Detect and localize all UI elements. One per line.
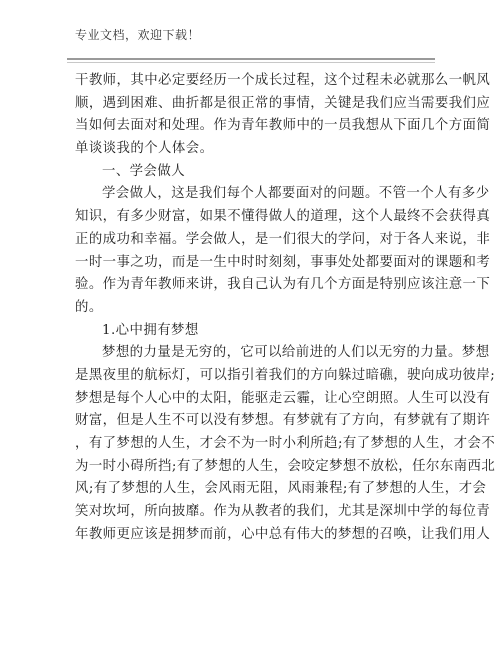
- text-line: 知识，有多少财富，如果不懂得做人的道理，这个人最终不会获得真: [75, 209, 491, 225]
- text-line: ，有了梦想的人生，才会不为一时小利所趋;有了梦想的人生，才会不: [75, 436, 496, 451]
- header-divider-thin: [67, 62, 435, 63]
- text-line: 干教师，其中必定要经历一个成长过程，这个过程未必就那么一帆风: [75, 73, 491, 88]
- text-line: 单谈谈我的个人体会。: [75, 141, 214, 157]
- text-line: 验。作为青年教师来讲，我自己认为有几个方面是特别应该注意一下: [75, 277, 491, 293]
- text-line: 年教师更应该是拥梦而前，心中总有伟大的梦想的召唤，让我们用人: [75, 526, 491, 542]
- text-line: 梦想的力量是无穷的，它可以给前进的人们以无穷的力量。梦想: [102, 345, 490, 361]
- text-line: 为一时小碍所挡;有了梦想的人生，会咬定梦想不放松，任尔东南西北: [75, 458, 496, 474]
- text-line: 当如何去面对和处理。作为青年教师中的一员我想从下面几个方面简: [75, 118, 491, 134]
- text-line: 1.心中拥有梦想: [102, 322, 199, 338]
- text-line: 风;有了梦想的人生，会风雨无阻，风雨兼程;有了梦想的人生，才会: [75, 481, 487, 497]
- text-line: 顺，遇到困难、曲折都是很正常的事情，关键是我们应当需要我们应: [75, 95, 491, 111]
- text-line: 一时一事之功，而是一生中时时刻刻，事事处处都要面对的课题和考: [75, 254, 491, 270]
- text-line: 梦想是每个人心中的太阳，能驱走云霾，让心空朗照。人生可以没有: [75, 390, 491, 406]
- text-line: 学会做人，这是我们每个人都要面对的问题。不管一个人有多少: [102, 186, 490, 202]
- text-line: 笑对坎坷，所向披靡。作为从教者的我们，尤其是深圳中学的每位青: [75, 504, 491, 520]
- text-line: 一、学会做人: [102, 163, 186, 179]
- header-divider: [67, 58, 435, 60]
- text-line: 财富，但是人生不可以没有梦想。有梦就有了方向，有梦就有了期许: [75, 413, 491, 429]
- page-header-text: 专业文档，欢迎下载！: [75, 28, 201, 42]
- text-line: 是黑夜里的航标灯，可以指引着我们的方向躲过暗礁，驶向成功彼岸;: [75, 367, 496, 383]
- text-line: 正的成功和幸福。学会做人，是一们很大的学问，对于各人来说，非: [75, 231, 491, 247]
- text-line: 的。: [75, 299, 103, 315]
- document-body: [75, 70, 496, 546]
